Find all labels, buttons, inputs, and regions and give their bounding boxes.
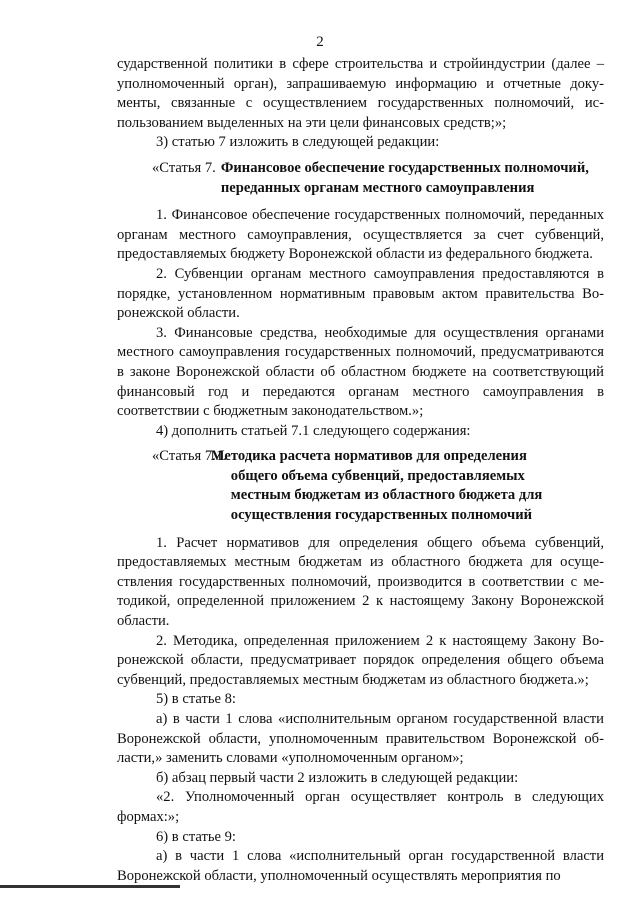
paragraph: «2. Уполномоченный орган осуществляет контроль в следующих формах:»; xyxy=(117,789,604,825)
paragraph: 2. Методика, определенная приложением 2 к настоящему Закону Воронежской области, предусматривает порядок определения общего объема субвенций, предоставляемых местным бюджетам из областного бюджета.»; xyxy=(117,632,604,688)
article-title-line: осуществления государственных полномочий xyxy=(230,507,533,524)
paragraph: сударственной политики в сфере строительства и стройиндустрии (далее – уполномоченный орган), запрашиваемую информацию и отчетные документы, связанные с осуществлением государственных полномочий, использованием выделенных на эти цели финансовых средств;»; xyxy=(117,56,604,131)
paragraph: 6) в статье 9: xyxy=(156,828,236,845)
paragraph: а) в части 1 слова «исполнительным органом государственной власти Воронежской области, уполномоченным правительством Воронежской области,» заменить словами «уполномоченным органом»; xyxy=(117,711,604,767)
paragraph: б) абзац первый части 2 изложить в следующей редакции: xyxy=(156,769,519,786)
article-title-line: общего объема субвенций, предоставляемых xyxy=(230,467,525,484)
paragraph: 1. Финансовое обеспечение государственных полномочий, переданных органам местного самоуправления, осуществляется за счет субвенций, предоставляемых бюджету Воронежской области из федерального бюджета. xyxy=(117,207,604,263)
paragraph: 3) статью 7 изложить в следующей редакции: xyxy=(156,134,440,151)
article-label: «Статья 7. xyxy=(152,159,216,176)
article-title-line: местным бюджетам из областного бюджета для xyxy=(230,487,543,504)
article-label: «Статья 7.1. xyxy=(152,448,227,465)
bottom-rule xyxy=(0,885,180,888)
article-title: Финансовое обеспечение государственных полномочий, переданных органам местного самоуправления xyxy=(220,159,589,196)
paragraph: а) в части 1 слова «исполнительный орган государственной власти Воронежской области, уполномоченный осуществлять мероприятия по xyxy=(117,848,604,884)
article-7-heading xyxy=(117,159,604,198)
paragraph: 4) дополнить статьей 7.1 следующего содержания: xyxy=(156,422,471,439)
article-7-1-heading xyxy=(117,447,604,525)
paragraph: 2. Субвенции органам местного самоуправления предоставляются в порядке, установленном нормативным правовым актом правительства Воронежской области. xyxy=(117,265,604,322)
paragraph: 3. Финансовые средства, необходимые для осуществления органами местного самоуправления государственных полномочий, предусматриваются в законе Воронежской области об областном бюджете на соответствующий финансовый год и передаются органам местного самоуправления в соответствии с бюджетным законодательством.»; xyxy=(117,324,604,420)
article-title xyxy=(210,447,604,525)
paragraph: 1. Расчет нормативов для определения общего объема субвенций, предоставляемых местным бюджетам из областного бюджета для осуществления государственных полномочий, производится в соответствии с методикой, определенной приложением 2 к настоящему Закону Воронежской области. xyxy=(117,534,604,630)
document-body xyxy=(117,55,604,886)
page-number: 2 xyxy=(316,34,324,50)
article-title-line: Методика расчета нормативов для определения xyxy=(210,448,527,465)
paragraph: 5) в статье 8: xyxy=(156,691,236,708)
